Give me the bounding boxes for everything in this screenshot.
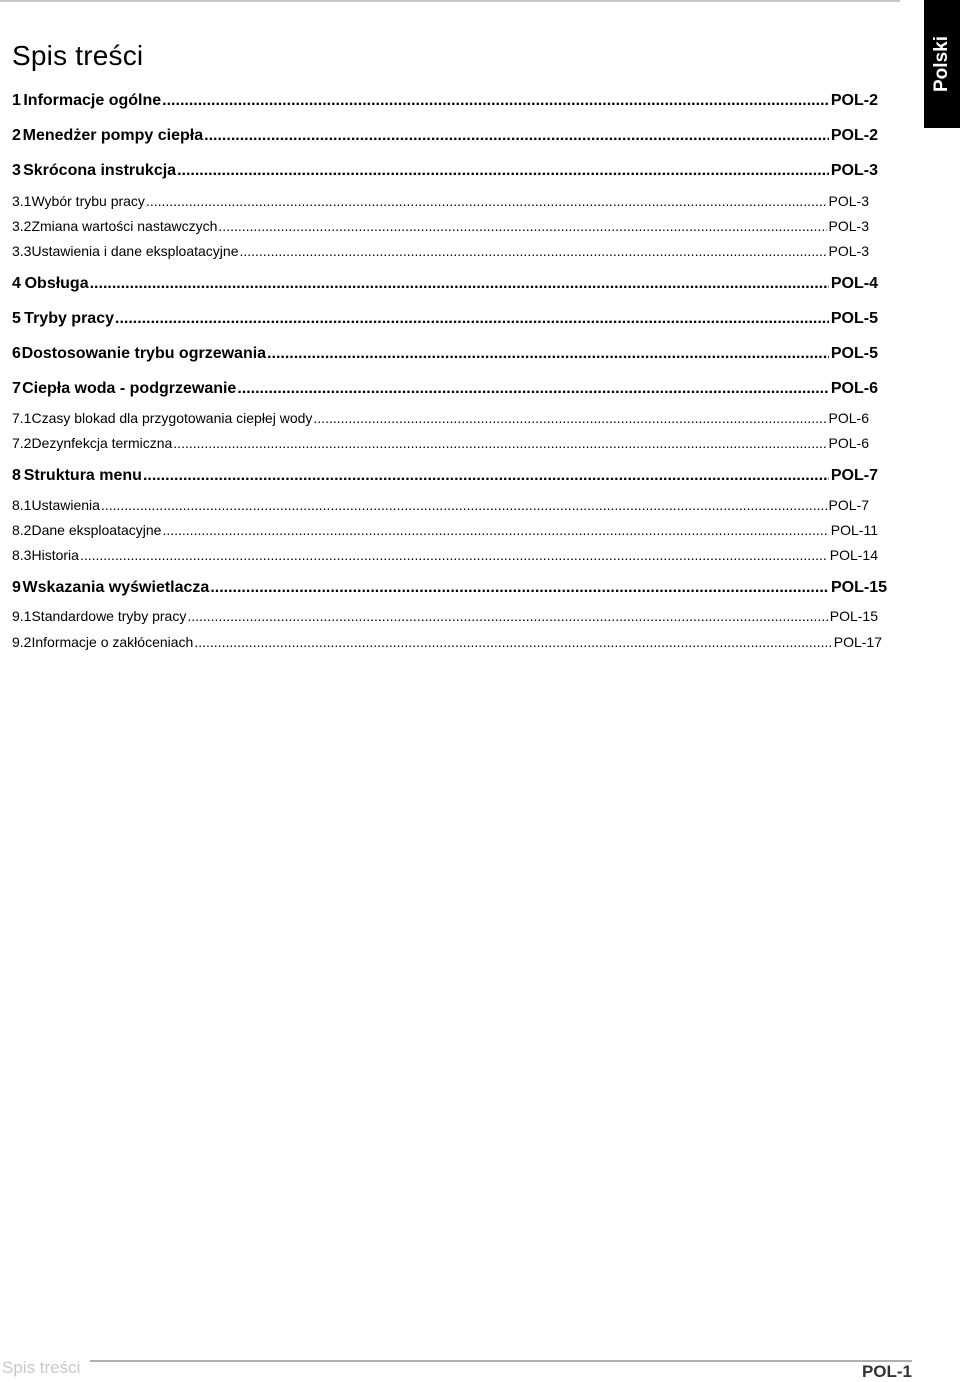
- toc-entry[interactable]: [12, 522, 878, 538]
- language-tab: [924, 0, 960, 128]
- toc-number: 3.1: [12, 193, 32, 209]
- toc-entry[interactable]: [12, 193, 869, 209]
- toc-page: POL-2: [830, 92, 878, 109]
- footer-section-title: Spis treści: [2, 1358, 81, 1377]
- toc-leader: [101, 497, 827, 513]
- toc-title: Struktura menu: [23, 467, 142, 484]
- footer-rule: [90, 1360, 912, 1362]
- toc-leader: [162, 92, 829, 110]
- toc-entry[interactable]: [12, 497, 869, 513]
- toc-entry[interactable]: [12, 243, 869, 259]
- toc-title: Tryby pracy: [24, 310, 114, 327]
- toc-leader: [80, 547, 828, 563]
- toc-entry[interactable]: [12, 634, 882, 650]
- toc-number: 5: [12, 310, 21, 327]
- toc-page: POL-3: [828, 193, 869, 209]
- toc-number: 8.3: [12, 547, 32, 563]
- toc-leader: [194, 634, 831, 650]
- toc-entry[interactable]: [12, 608, 878, 624]
- toc-page: POL-14: [829, 547, 878, 563]
- language-tab-label: Polski: [931, 36, 953, 92]
- toc-entry[interactable]: [12, 579, 887, 597]
- toc-title: Ustawienia i dane eksploatacyjne: [31, 243, 239, 259]
- toc-entry[interactable]: [12, 380, 878, 398]
- toc-leader: [173, 435, 826, 451]
- toc-page: POL-3: [828, 218, 869, 234]
- toc-page: POL-7: [830, 467, 878, 484]
- toc-number: 9: [12, 579, 21, 596]
- toc-leader: [143, 467, 829, 485]
- toc-number: 7: [12, 380, 21, 397]
- toc-page: POL-6: [830, 380, 878, 397]
- toc-number: 2: [12, 127, 21, 144]
- toc-number: 1: [12, 92, 21, 109]
- toc-entry[interactable]: [12, 218, 869, 234]
- toc-leader: [177, 162, 829, 180]
- toc-page: POL-6: [828, 435, 869, 451]
- toc-page: POL-5: [830, 310, 878, 327]
- toc-number: 6: [12, 345, 21, 362]
- toc-page: POL-2: [830, 127, 878, 144]
- toc-number: 9.1: [12, 608, 32, 624]
- toc-number: 7.2: [12, 435, 32, 451]
- toc-leader: [210, 579, 829, 597]
- toc-entry[interactable]: [12, 410, 869, 426]
- toc-page: POL-11: [830, 522, 878, 538]
- toc-entry[interactable]: [12, 275, 878, 293]
- toc-entry[interactable]: [12, 345, 878, 363]
- toc-title: Ustawienia: [31, 497, 100, 513]
- toc-page: POL-3: [828, 243, 869, 259]
- toc-page: POL-5: [830, 345, 878, 362]
- toc-number: 3.3: [12, 243, 32, 259]
- toc-leader: [313, 410, 826, 426]
- toc-number: 8.2: [12, 522, 32, 538]
- toc-title: Historia: [31, 547, 79, 563]
- toc-leader: [187, 608, 827, 624]
- toc-leader: [267, 345, 829, 363]
- toc-entry[interactable]: [12, 162, 878, 180]
- page-title: Spis treści: [12, 40, 144, 71]
- toc-title: Dane eksploatacyjne: [31, 522, 162, 538]
- toc-title: Czasy blokad dla przygotowania ciepłej wody: [31, 410, 313, 426]
- toc-number: 3: [12, 162, 21, 179]
- toc-entry[interactable]: [12, 467, 878, 485]
- toc-number: 8.1: [12, 497, 32, 513]
- toc-leader: [162, 522, 828, 538]
- toc-number: 9.2: [12, 634, 32, 650]
- toc-leader: [239, 243, 826, 259]
- header-rule: [0, 0, 900, 2]
- toc-title: Menedżer pompy ciepła: [22, 127, 204, 144]
- toc-title: Wybór trybu pracy: [31, 193, 145, 209]
- toc-title: Informacje ogólne: [23, 92, 162, 109]
- toc-page: POL-7: [828, 497, 869, 513]
- toc-leader: [218, 218, 826, 234]
- toc-title: Dostosowanie trybu ogrzewania: [21, 345, 267, 362]
- toc-entry[interactable]: [12, 310, 878, 328]
- toc-number: 3.2: [12, 218, 32, 234]
- toc-entry[interactable]: [12, 92, 878, 110]
- toc-entry[interactable]: [12, 127, 878, 145]
- toc-number: 7.1: [12, 410, 32, 426]
- toc-title: Standardowe tryby pracy: [31, 608, 187, 624]
- toc-title: Skrócona instrukcja: [23, 162, 177, 179]
- toc-page: POL-15: [830, 579, 887, 596]
- toc-title: Obsługa: [24, 275, 89, 292]
- toc-entry[interactable]: [12, 435, 869, 451]
- toc-leader: [146, 193, 827, 209]
- toc-leader: [204, 127, 829, 145]
- toc-page: POL-6: [828, 410, 869, 426]
- toc-number: 8: [12, 467, 21, 484]
- toc-number: 4: [12, 275, 21, 292]
- toc-page: POL-17: [833, 634, 882, 650]
- toc-entry[interactable]: [12, 547, 878, 563]
- toc-title: Informacje o zakłóceniach: [31, 634, 194, 650]
- toc-page: POL-3: [830, 162, 878, 179]
- toc-title: Ciepła woda - podgrzewanie: [22, 380, 237, 397]
- toc-leader: [115, 310, 829, 328]
- toc-title: Wskazania wyświetlacza: [22, 579, 210, 596]
- toc-page: POL-15: [829, 608, 878, 624]
- toc-title: Dezynfekcja termiczna: [31, 435, 173, 451]
- toc-page: POL-4: [830, 275, 878, 292]
- toc-title: Zmiana wartości nastawczych: [31, 218, 218, 234]
- toc-leader: [90, 275, 829, 293]
- footer-page-number: POL-1: [861, 1362, 912, 1381]
- toc-leader: [237, 380, 829, 398]
